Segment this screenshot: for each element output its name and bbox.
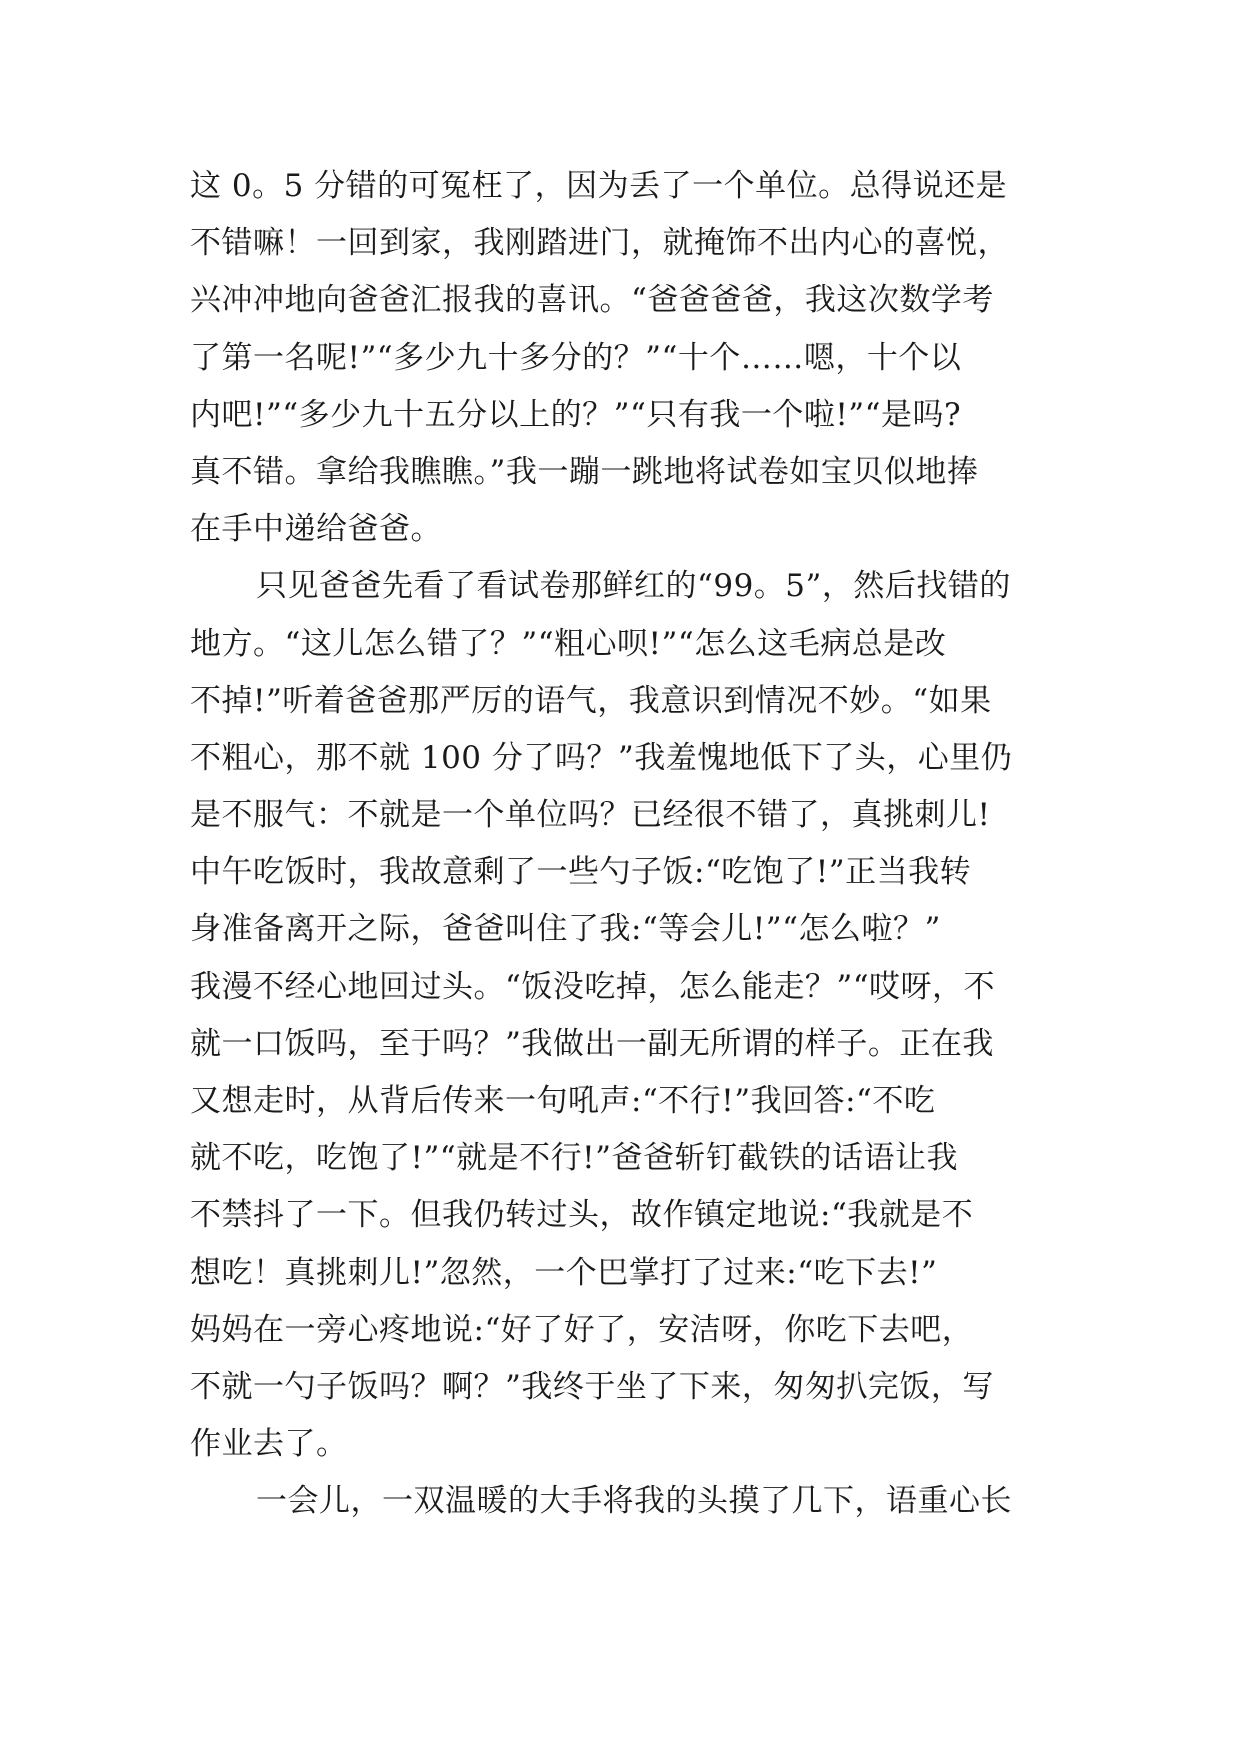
- paragraph-first-line: 一会儿，一双温暖的大手将我的头摸了几下，语重心长: [256, 1483, 1012, 1520]
- text-line: 就不吃，吃饱了!”“就是不行!”爸爸斩钉截铁的话语让我: [190, 1140, 958, 1177]
- text-line: 兴冲冲地向爸爸汇报我的喜讯。“爸爸爸爸，我这次数学考: [190, 282, 994, 319]
- text-line: 作业去了。: [190, 1426, 348, 1463]
- text-line: 就一口饭吗，至于吗？”我做出一副无所谓的样子。正在我: [190, 1025, 994, 1062]
- text-line: 在手中递给爸爸。: [190, 511, 442, 548]
- text-line: 想吃！真挑刺儿!”忽然，一个巴掌打了过来:“吃下去!”: [190, 1254, 938, 1291]
- paragraph-first-line: 只见爸爸先看了看试卷那鲜红的“99。5”，然后找错的: [256, 568, 1011, 605]
- text-line: 不粗心，那不就 100 分了吗？”我羞愧地低下了头，心里仍: [190, 739, 1013, 776]
- text-line: 身准备离开之际，爸爸叫住了我:“等会儿!”“怎么啦？”: [190, 911, 941, 948]
- text-line: 是不服气：不就是一个单位吗？已经很不错了，真挑刺儿!: [190, 797, 991, 834]
- text-line: 不掉!”听着爸爸那严厉的语气，我意识到情况不妙。“如果: [190, 682, 992, 719]
- text-line: 不错嘛！一回到家，我刚踏进门，就掩饰不出内心的喜悦，: [190, 225, 1009, 262]
- text-line: 又想走时，从背后传来一句吼声:“不行!”我回答:“不吃: [190, 1083, 936, 1119]
- text-line: 不就一勺子饭吗？啊？”我终于坐了下来，匆匆扒完饭，写: [190, 1368, 994, 1405]
- text-line: 地方。“这儿怎么错了？”“粗心呗!”“怎么这毛病总是改: [190, 625, 947, 662]
- text-line: 这 0。5 分错的可冤枉了，因为丢了一个单位。总得说还是: [190, 168, 1008, 204]
- text-line: 中午吃饭时，我故意剩了一些勺子饭:“吃饱了!”正当我转: [190, 854, 972, 891]
- text-line: 妈妈在一旁心疼地说:“好了好了，安洁呀，你吃下去吧，: [190, 1311, 974, 1348]
- text-line: 真不错。拿给我瞧瞧。”我一蹦一跳地将试卷如宝贝似地捧: [190, 453, 979, 490]
- text-line: 不禁抖了一下。但我仍转过头，故作镇定地说:“我就是不: [190, 1197, 974, 1234]
- body-text: [190, 158, 1050, 1531]
- text-line: 了第一名呢!”“多少九十多分的？”“十个……嗯，十个以: [190, 339, 962, 376]
- text-line: 我漫不经心地回过头。“饭没吃掉，怎么能走？”“哎呀，不: [190, 968, 996, 1005]
- text-line: 内吧!”“多少九十五分以上的？”“只有我一个啦!”“是吗?: [190, 396, 962, 433]
